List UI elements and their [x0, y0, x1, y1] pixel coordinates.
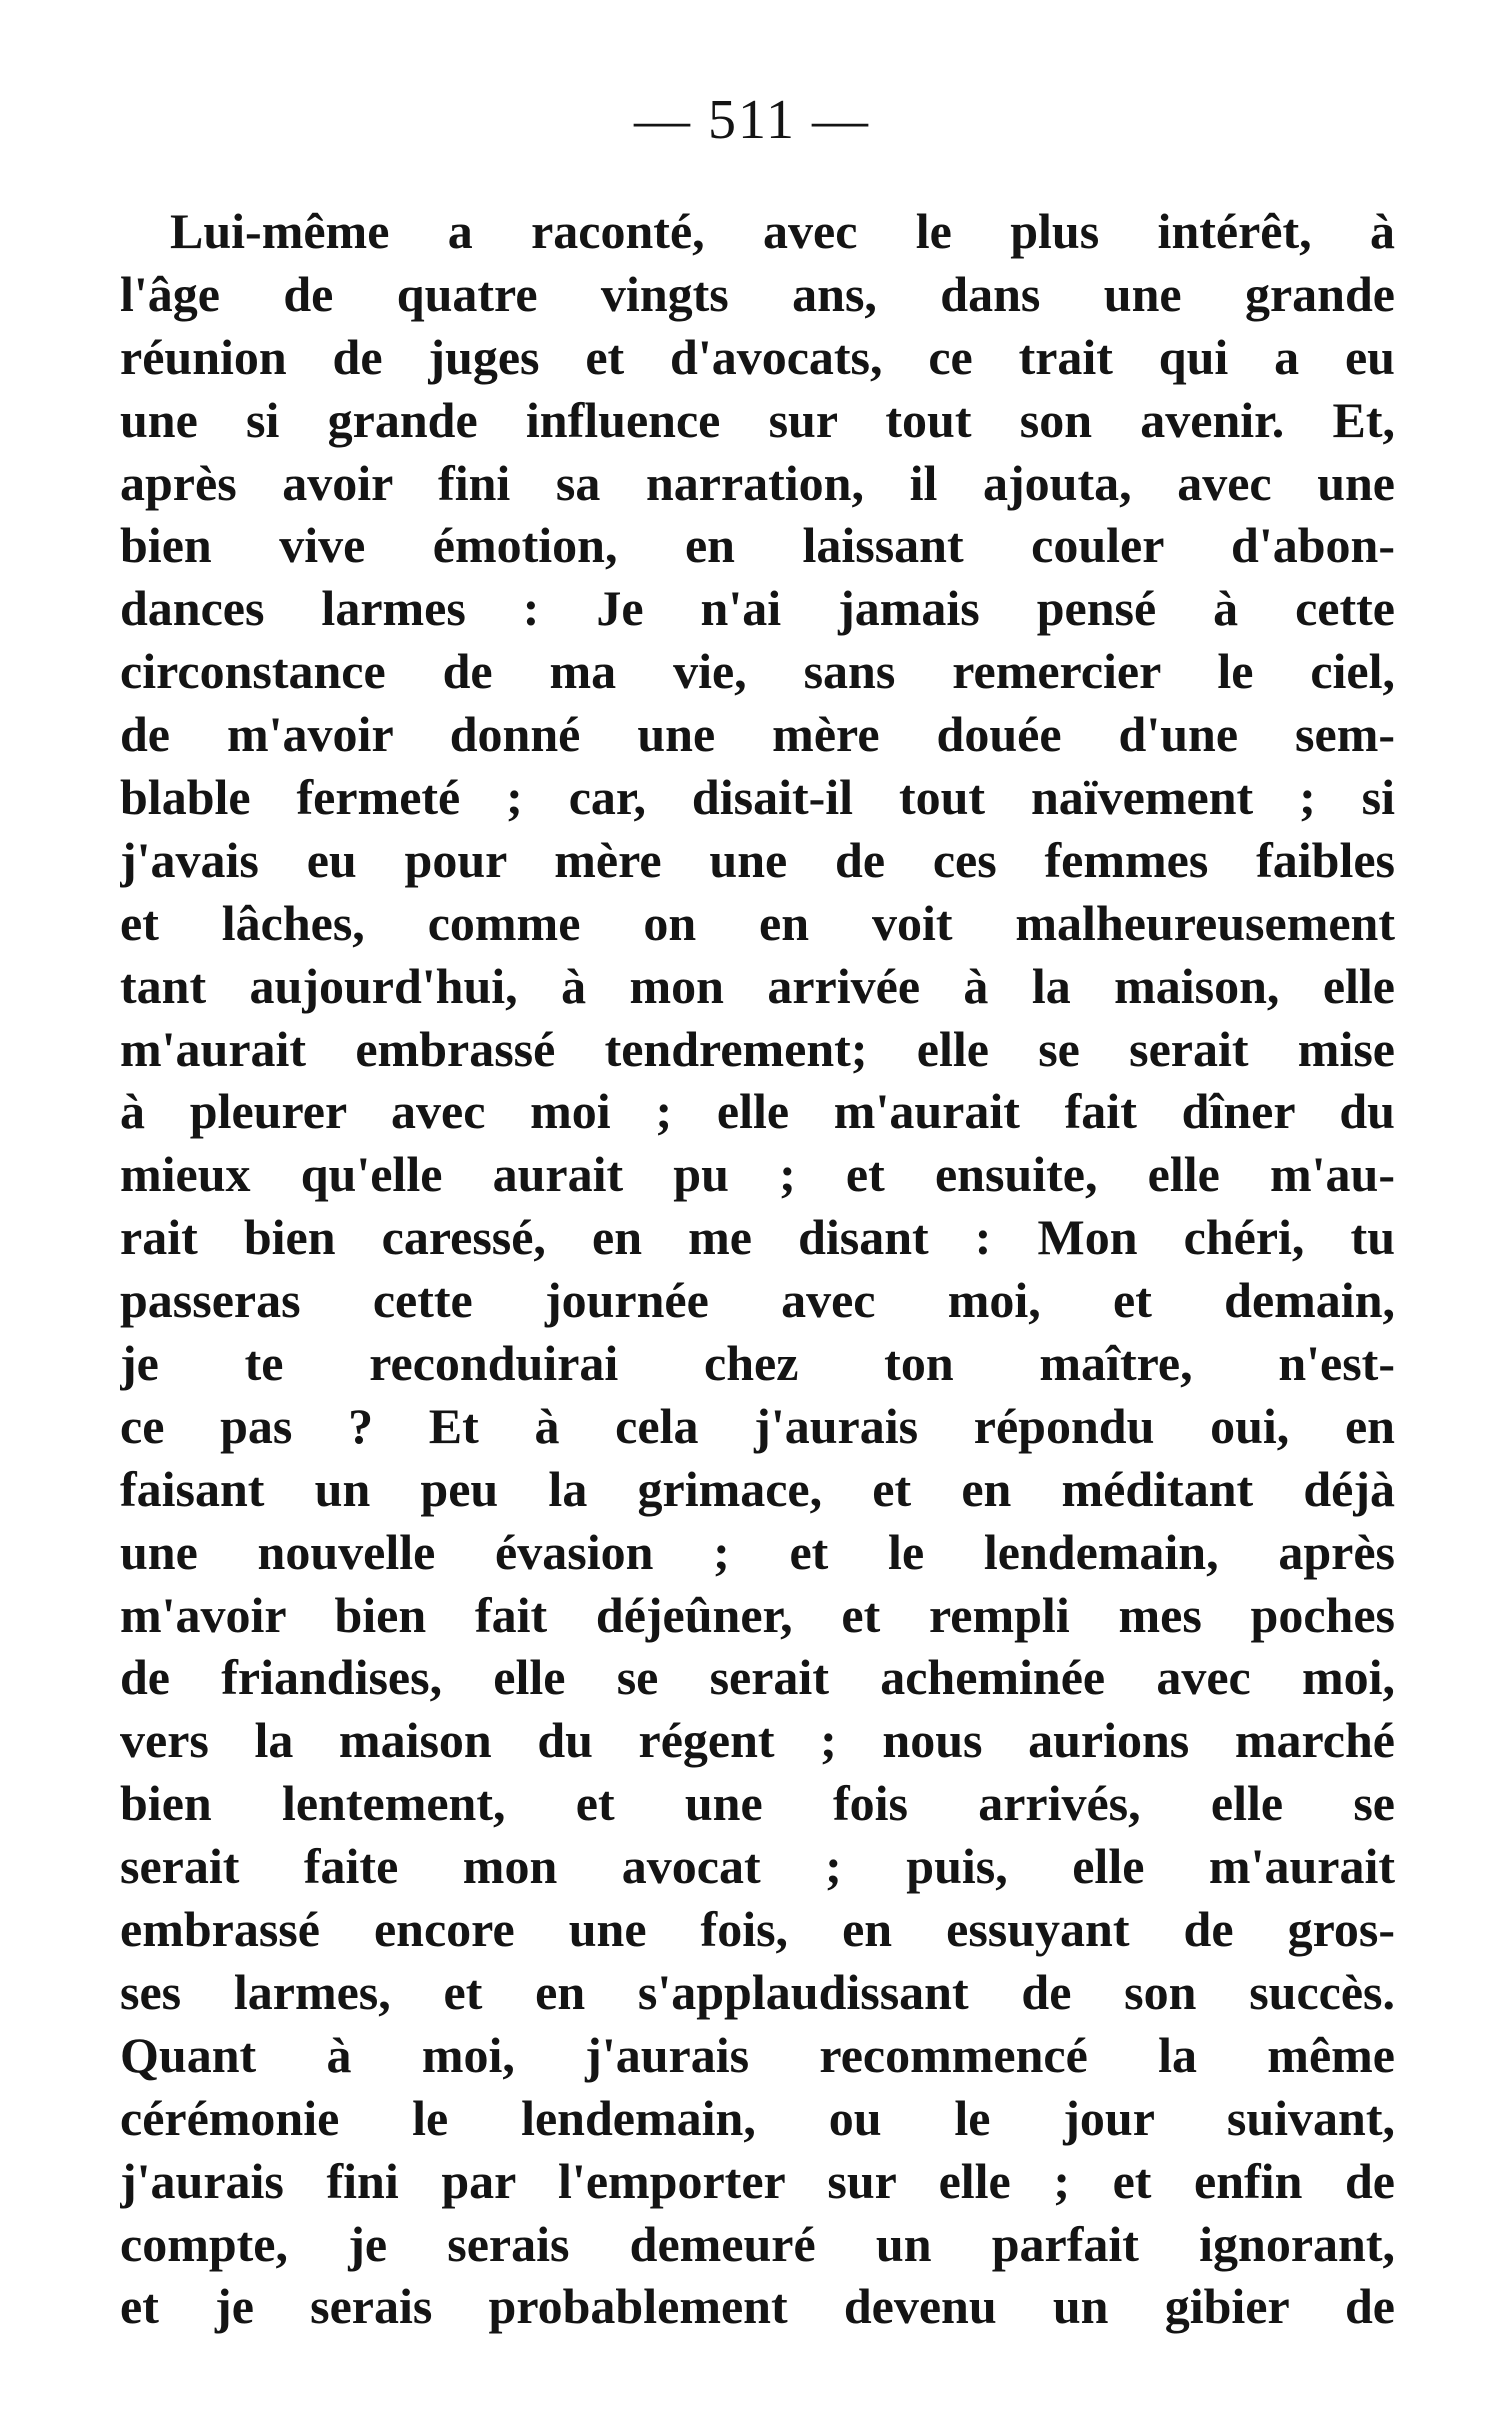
text-line: de m'avoir donné une mère douée d'une sem- [120, 706, 1395, 763]
text-line: j'avais eu pour mère une de ces femmes faibles [120, 831, 1395, 888]
text-line: embrassé encore une fois, en essuyant de gros- [120, 1901, 1395, 1958]
text-line: blable fermeté ; car, disait-il tout naïvement ; si [120, 769, 1395, 826]
text-line: vers la maison du régent ; nous aurions marché [120, 1712, 1395, 1769]
text-line: m'avoir bien fait déjeûner, et rempli mes poches [120, 1586, 1395, 1643]
text-line: rait bien caressé, en me disant : Mon chéri, tu [120, 1209, 1395, 1266]
text-line: après avoir fini sa narration, il ajouta, avec une [120, 454, 1395, 511]
text-line: Quant à moi, j'aurais recommencé la même [120, 2026, 1395, 2083]
text-line: une si grande influence sur tout son avenir. Et, [120, 391, 1395, 448]
text-line: cérémonie le lendemain, ou le jour suivant, [120, 2089, 1395, 2146]
text-line: dances larmes : Je n'ai jamais pensé à cette [120, 580, 1395, 637]
text-line: ce pas ? Et à cela j'aurais répondu oui, en [120, 1397, 1395, 1454]
text-line: et lâches, comme on en voit malheureusement [120, 894, 1395, 951]
text-line: tant aujourd'hui, à mon arrivée à la maison, elle [120, 957, 1395, 1014]
text-line: Lui-même a raconté, avec le plus intérêt, à [170, 203, 1395, 259]
text-line: circonstance de ma vie, sans remercier le ciel, [120, 643, 1395, 700]
text-line: une nouvelle évasion ; et le lendemain, après [120, 1523, 1395, 1580]
text-line: ses larmes, et en s'applaudissant de son succès. [120, 1963, 1395, 2020]
text-line: bien lentement, et une fois arrivés, elle se [120, 1775, 1395, 1832]
text-line: faisant un peu la grimace, et en méditant déjà [120, 1460, 1395, 1517]
text-line: de friandises, elle se serait acheminée avec moi, [120, 1649, 1395, 1706]
text-line: serait faite mon avocat ; puis, elle m'aurait [120, 1838, 1395, 1895]
body-text [120, 200, 1395, 2338]
text-line: mieux qu'elle aurait pu ; et ensuite, elle m'au- [120, 1146, 1395, 1203]
text-line: passeras cette journée avec moi, et demain, [120, 1272, 1395, 1329]
text-line: bien vive émotion, en laissant couler d'abon- [120, 517, 1395, 574]
text-line: j'aurais fini par l'emporter sur elle ; et enfin de [120, 2152, 1395, 2209]
text-line: et je serais probablement devenu un gibier de [120, 2278, 1395, 2335]
text-line: à pleurer avec moi ; elle m'aurait fait dîner du [120, 1083, 1395, 1140]
text-line: m'aurait embrassé tendrement; elle se serait mise [120, 1020, 1395, 1077]
text-line: compte, je serais demeuré un parfait ignorant, [120, 2215, 1395, 2272]
text-line: réunion de juges et d'avocats, ce trait qui a eu [120, 328, 1395, 385]
page-number: — 511 — [634, 89, 870, 151]
text-line: je te reconduirai chez ton maître, n'est- [120, 1335, 1395, 1392]
text-line: l'âge de quatre vingts ans, dans une grande [120, 265, 1395, 322]
